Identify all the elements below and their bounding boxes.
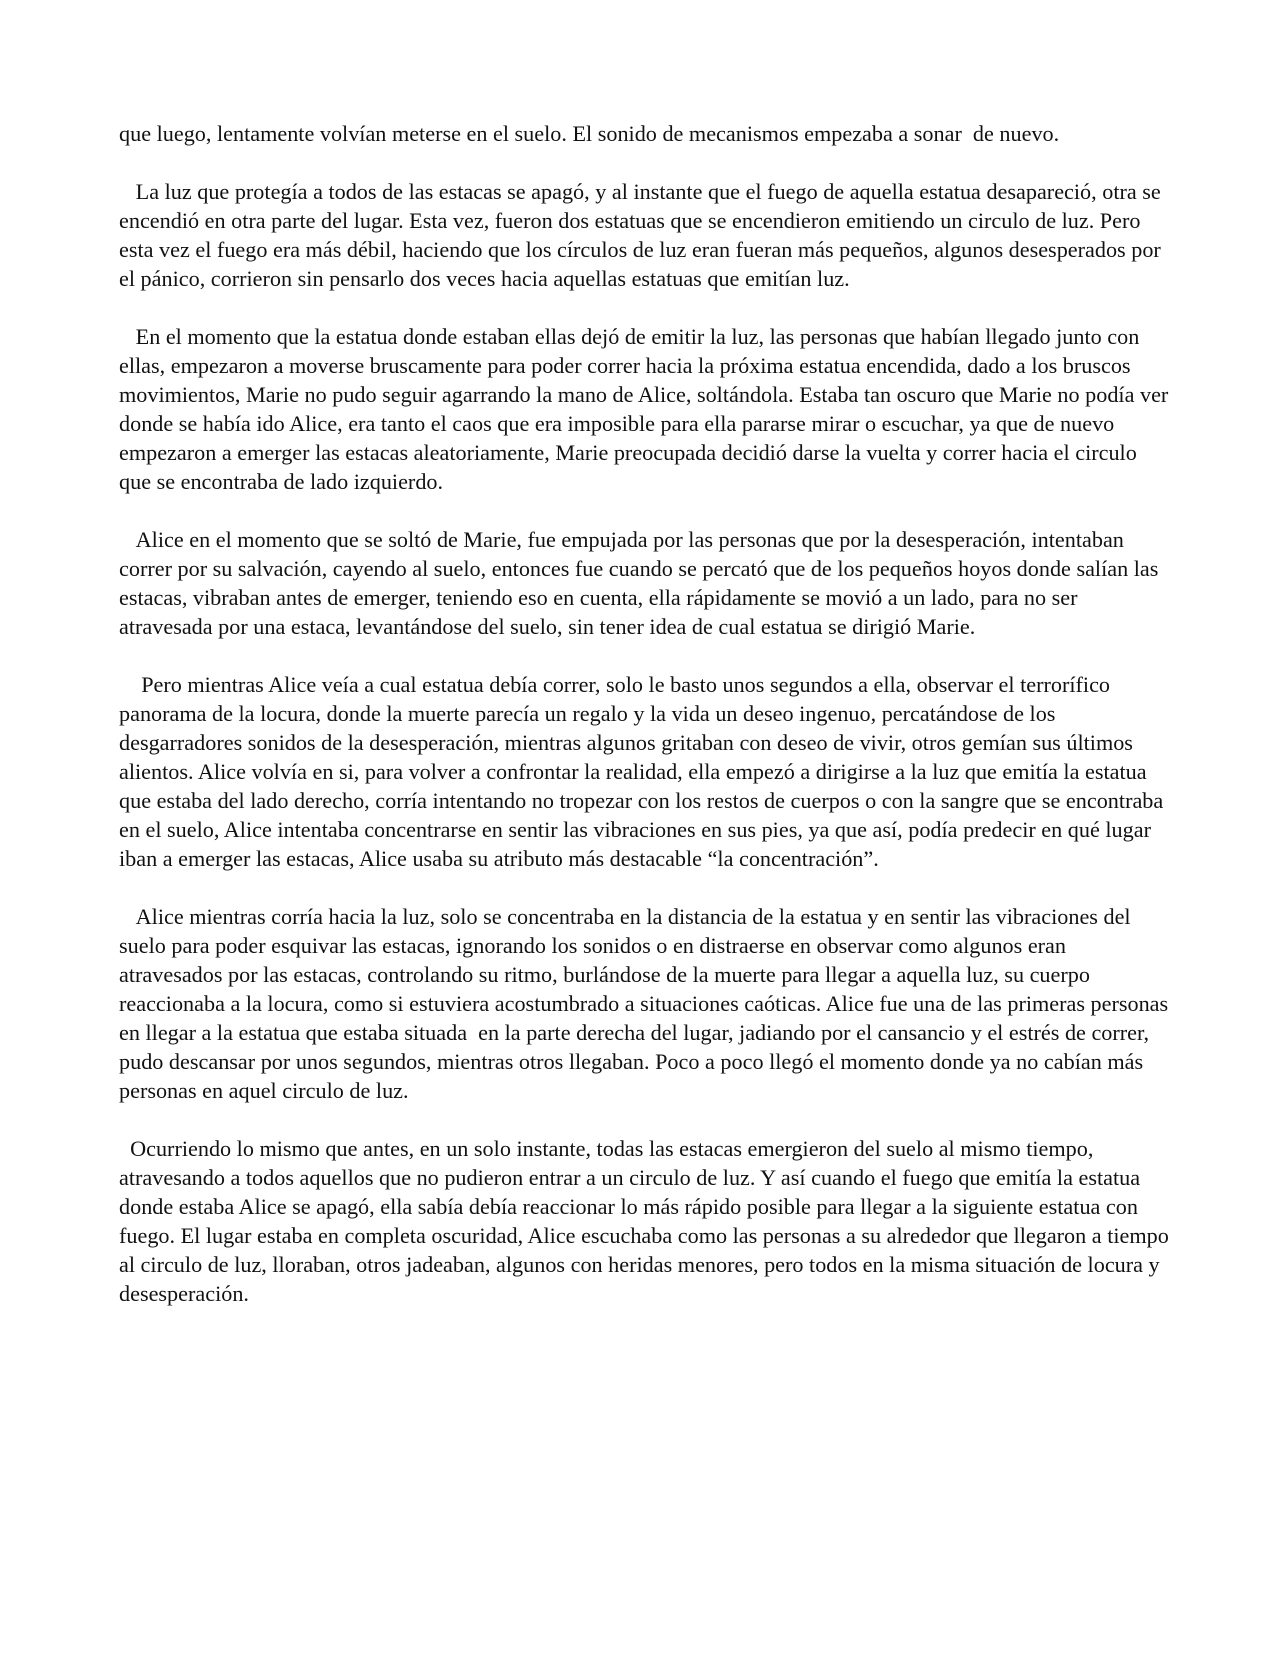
paragraph-1: que luego, lentamente volvían meterse en el suelo. El sonido de mecanismos empezaba a sonar de nuevo. xyxy=(119,121,1060,146)
paragraph-7: Ocurriendo lo mismo que antes, en un solo instante, todas las estacas emergieron del suelo al mismo tiempo, atravesando a todos aquellos que no pudieron entrar a un circulo de luz. Y así cuando el fuego que emitía la estatua donde estaba Alice se apagó, ella sabía debía reaccionar lo más rápido posible para llegar a la siguiente estatua con fuego. El lugar estaba en completa oscuridad, Alice escuchaba como las personas a su alrededor que llegaron a tiempo al circulo de luz, lloraban, otros jadeaban, algunos con heridas menores, pero todos en la misma situación de locura y desesperación. xyxy=(119,1136,1175,1306)
document-body xyxy=(119,119,1175,1308)
paragraph-4: Alice en el momento que se soltó de Marie, fue empujada por las personas que por la desesperación, intentaban correr por su salvación, cayendo al suelo, entonces fue cuando se percató que de los pequeños hoyos donde salían las estacas, vibraban antes de emerger, teniendo eso en cuenta, ella rápidamente se movió a un lado, para no ser atravesada por una estaca, levantándose del suelo, sin tener idea de cual estatua se dirigió Marie. xyxy=(119,527,1164,639)
paragraph-5: Pero mientras Alice veía a cual estatua debía correr, solo le basto unos segundos a ella, observar el terrorífico panorama de la locura, donde la muerte parecía un regalo y la vida un deseo ingenuo, percatándose de los desgarradores sonidos de la desesperación, mientras algunos gritaban con deseo de vivir, otros gemían sus últimos alientos. Alice volvía en si, para volver a confrontar la realidad, ella empezó a dirigirse a la luz que emitía la estatua que estaba del lado derecho, corría intentando no tropezar con los restos de cuerpos o con la sangre que se encontraba en el suelo, Alice intentaba concentrarse en sentir las vibraciones en sus pies, ya que así, podía predecir en qué lugar iban a emerger las estacas, Alice usaba su atributo más destacable “la concentración”. xyxy=(119,672,1169,871)
paragraph-6: Alice mientras corría hacia la luz, solo se concentraba en la distancia de la estatua y en sentir las vibraciones del suelo para poder esquivar las estacas, ignorando los sonidos o en distraerse en observar como algunos eran atravesados por las estacas, controlando su ritmo, burlándose de la muerte para llegar a aquella luz, su cuerpo reaccionaba a la locura, como si estuviera acostumbrado a situaciones caóticas. Alice fue una de las primeras personas en llegar a la estatua que estaba situada en la parte derecha del lugar, jadiando por el cansancio y el estrés de correr, pudo descansar por unos segundos, mientras otros llegaban. Poco a poco llegó el momento donde ya no cabían más personas en aquel circulo de luz. xyxy=(119,904,1174,1103)
paragraph-2: La luz que protegía a todos de las estacas se apagó, y al instante que el fuego de aquella estatua desapareció, otra se encendió en otra parte del lugar. Esta vez, fueron dos estatuas que se encendieron emitiendo un circulo de luz. Pero esta vez el fuego era más débil, haciendo que los círculos de luz eran fueran más pequeños, algunos desesperados por el pánico, corrieron sin pensarlo dos veces hacia aquellas estatuas que emitían luz. xyxy=(119,179,1167,291)
paragraph-3: En el momento que la estatua donde estaban ellas dejó de emitir la luz, las personas que habían llegado junto con ellas, empezaron a moverse bruscamente para poder correr hacia la próxima estatua encendida, dado a los bruscos movimientos, Marie no pudo seguir agarrando la mano de Alice, soltándola. Estaba tan oscuro que Marie no podía ver donde se había ido Alice, era tanto el caos que era imposible para ella pararse mirar o escuchar, ya que de nuevo empezaron a emerger las estacas aleatoriamente, Marie preocupada decidió darse la vuelta y correr hacia el circulo que se encontraba de lado izquierdo. xyxy=(119,324,1174,494)
